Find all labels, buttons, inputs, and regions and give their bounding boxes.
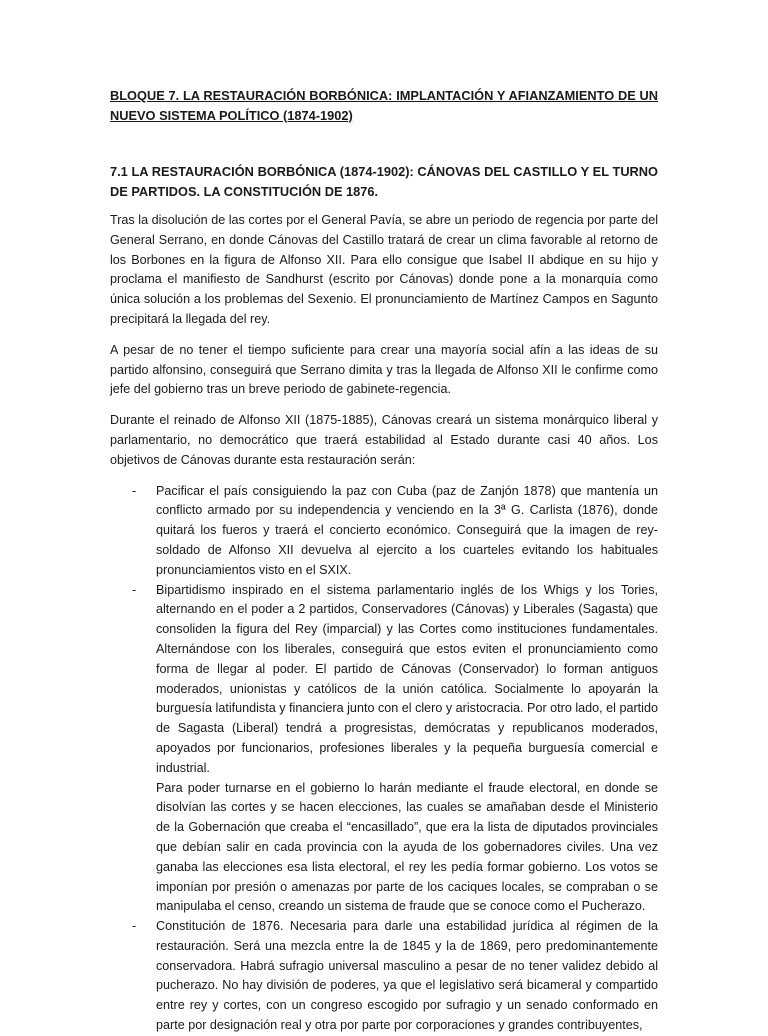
list-item <box>110 917 658 1036</box>
list-item <box>110 581 658 918</box>
bullet-dash: - <box>132 919 137 934</box>
paragraph-intro: Tras la disolución de las cortes por el General Pavía, se abre un periodo de regencia por parte del General Serrano, en donde Cánovas del Castillo tratará de crear un clima favorable al retorno de los Borbones en la figura de Alfonso XII. Para ello consigue que Isabel II abdique en su hijo y proclama el manifiesto de Sandhurst (escrito por Cánovas) donde pone a la monarquía como única solución a los problemas del Sexenio. El pronunciamiento de Martínez Campos en Sagunto precipitará la llegada del rey. <box>110 213 658 326</box>
list-item-text: Bipartidismo inspirado en el sistema parlamentario inglés de los Whigs y los Tories, alternando en el poder a 2 partidos, Conservadores (Cánovas) y Liberales (Sagasta) que consoliden la figura del Rey (imparcial) y las Cortes como instituciones fundamentales. Alternándose con los liberales, conseguirá que estos eviten el pronunciamiento como forma de llegar al poder. El partido de Cánovas (Conservador) lo forman antiguos moderados, unionistas y católicos de la unión católica. Socialmente lo apoyarán la burguesía latifundista y financiera junto con el clero y aristocracia. Por otro lado, el partido de Sagasta (Liberal) tendrá a progresistas, demócratas y republicanos moderados, apoyados por funcionarios, profesiones liberales y la pequeña burguesía comercial e industrial. <box>156 582 658 775</box>
paragraph-alfonsino: A pesar de no tener el tiempo suficiente para crear una mayoría social afín a las ideas de su partido alfonsino, conseguirá que Serrano dimita y tras la llegada de Alfonso XII le confirme como jefe del gobierno tras un breve periodo de gabinete-regencia. <box>110 342 658 397</box>
bullet-dash: - <box>132 582 137 597</box>
paragraph-objectives: Durante el reinado de Alfonso XII (1875-1885), Cánovas creará un sistema monárquico liberal y parlamentario, no democrático que traerá estabilidad al Estado durante casi 40 años. Los objetivos de Cánovas durante esta restauración serán: <box>110 413 658 467</box>
section-title: 7.1 LA RESTAURACIÓN BORBÓNICA (1874-1902): CÁNOVAS DEL CASTILLO Y EL TURNO DE PARTIDOS. LA CONSTITUCIÓN DE 1876. <box>110 164 658 199</box>
bullet-dash: - <box>132 483 137 498</box>
list-item <box>110 482 658 581</box>
main-title: BLOQUE 7. LA RESTAURACIÓN BORBÓNICA: IMPLANTACIÓN Y AFIANZAMIENTO DE UN NUEVO SISTEMA POLÍTICO (1874-1902) <box>110 88 658 123</box>
list-item-continuation: Para poder turnarse en el gobierno lo harán mediante el fraude electoral, en donde se disolvían las cortes y se hacen elecciones, las cuales se amañaban desde el Ministerio de la Gobernación que creaba el “encasillado”, que era la lista de diputados provinciales que debían salir en cada provincia con la ayuda de los gobernadores civiles. Una vez ganaba las elecciones esa lista electoral, el rey les pedía formar gobierno. Los votos se imponían por presión o amenazas por parte de los caciques locales, se compraban o se manipulaba el censo, creando un sistema de fraude que se conoce como el Pucherazo. <box>156 780 658 914</box>
list-item-text: Constitución de 1876. Necesaria para darle una estabilidad jurídica al régimen de la restauración. Será una mezcla entre la de 1845 y la de 1869, pero predominantemente conservadora. Habrá sufragio universal masculino a pesar de no tener validez debido al pucherazo. No hay división de poderes, ya que el legislativo será bicameral y compartido entre rey y cortes, con un congreso escogido por sufragio y un senado conformado en parte por designación real y otra por parte por corporaciones y grandes contribuyentes, <box>156 919 658 1033</box>
list-item-text: Pacificar el país consiguiendo la paz con Cuba (paz de Zanjón 1878) que mantenía un conflicto armado por su independencia y venciendo en la 3ª G. Carlista (1876), donde quitará los fueros y traerá el concierto económico. Conseguirá que la imagen de rey-soldado de Alfonso XII devuelva al ejercito a los cuarteles evitando los habituales pronunciamientos visto en el SXIX. <box>156 483 658 577</box>
objectives-list <box>110 482 658 1036</box>
